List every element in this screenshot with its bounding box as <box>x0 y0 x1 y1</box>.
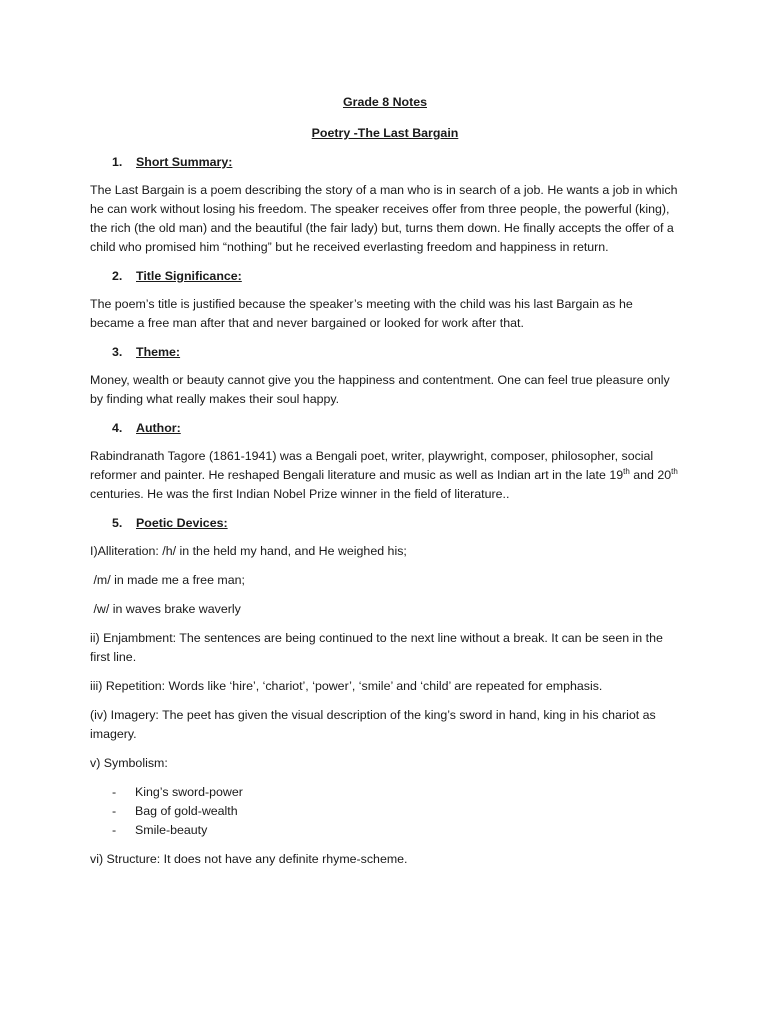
document-subtitle: Poetry -The Last Bargain <box>311 126 459 140</box>
section-heading-summary <box>90 153 680 172</box>
section-heading-poetic-devices <box>90 514 680 533</box>
list-item-text: Smile-beauty <box>135 823 208 837</box>
alliteration-line: /w/ in waves brake waverly <box>90 602 241 616</box>
document-title: Grade 8 Notes <box>342 95 427 109</box>
list-item <box>90 783 680 802</box>
section-number: 3. <box>112 345 123 359</box>
section-number: 1. <box>112 155 123 169</box>
summary-paragraph: The Last Bargain is a poem describing the story of a man who is in search of a job. He wants a job in which he can work without losing his freedom. The speaker receives offer from three people, the powerful (king), the rich (the old man) and the beautiful (the fair lady) but, turns them down. He finally accepts the offer of a child who promised him “nothing” but he received everlasting freedom and happiness in return. <box>90 183 678 254</box>
author-text-part: centuries. He was the first Indian Nobel Prize winner in the field of literature.. <box>90 487 510 501</box>
enjambment-paragraph: ii) Enjambment: The sentences are being continued to the next line without a break. It can be seen in the first line. <box>90 631 663 664</box>
section-title: Poetic Devices: <box>136 516 228 530</box>
theme-paragraph: Money, wealth or beauty cannot give you the happiness and contentment. One can feel true pleasure only by finding what really makes their soul happy. <box>90 373 670 406</box>
section-title: Short Summary: <box>136 155 233 169</box>
list-item-text: Bag of gold-wealth <box>135 804 238 818</box>
alliteration-line: /m/ in made me a free man; <box>90 573 245 587</box>
title-significance-paragraph: The poem’s title is justified because the speaker’s meeting with the child was his last Bargain as he became a free man after that and never bargained or looked for work after that. <box>90 297 633 330</box>
list-item-text: King’s sword-power <box>135 785 243 799</box>
structure-paragraph: vi) Structure: It does not have any definite rhyme-scheme. <box>90 852 408 866</box>
section-heading-author <box>90 419 680 438</box>
repetition-paragraph: iii) Repetition: Words like ‘hire’, ‘chariot’, ‘power’, ‘smile’ and ‘child’ are repeated for emphasis. <box>90 679 603 693</box>
author-paragraph <box>90 447 680 504</box>
alliteration-line: I)Alliteration: /h/ in the held my hand, and He weighed his; <box>90 544 407 558</box>
list-item <box>90 802 680 821</box>
section-number: 5. <box>112 516 123 530</box>
symbolism-list <box>90 783 680 840</box>
symbolism-label: v) Symbolism: <box>90 756 168 770</box>
author-text-part: and 20 <box>629 468 672 482</box>
section-number: 4. <box>112 421 123 435</box>
section-title: Title Significance: <box>136 269 242 283</box>
section-title: Theme: <box>136 345 181 359</box>
section-title: Author: <box>136 421 181 435</box>
list-dash: - <box>112 785 117 799</box>
section-heading-title-significance <box>90 267 680 286</box>
superscript: th <box>623 466 630 476</box>
superscript: th <box>671 466 678 476</box>
document-page <box>90 93 680 879</box>
list-dash: - <box>112 804 117 818</box>
list-item <box>90 821 680 840</box>
list-dash: - <box>112 823 117 837</box>
section-number: 2. <box>112 269 123 283</box>
author-text-part: Rabindranath Tagore (1861-1941) was a Bengali poet, writer, playwright, composer, philosopher, social reformer and painter. He reshaped Bengali literature and music as well as Indian art in the late 19 <box>90 449 654 482</box>
imagery-paragraph: (iv) Imagery: The peet has given the visual description of the king’s sword in hand, king in his chariot as imagery. <box>90 708 656 741</box>
section-heading-theme <box>90 343 680 362</box>
